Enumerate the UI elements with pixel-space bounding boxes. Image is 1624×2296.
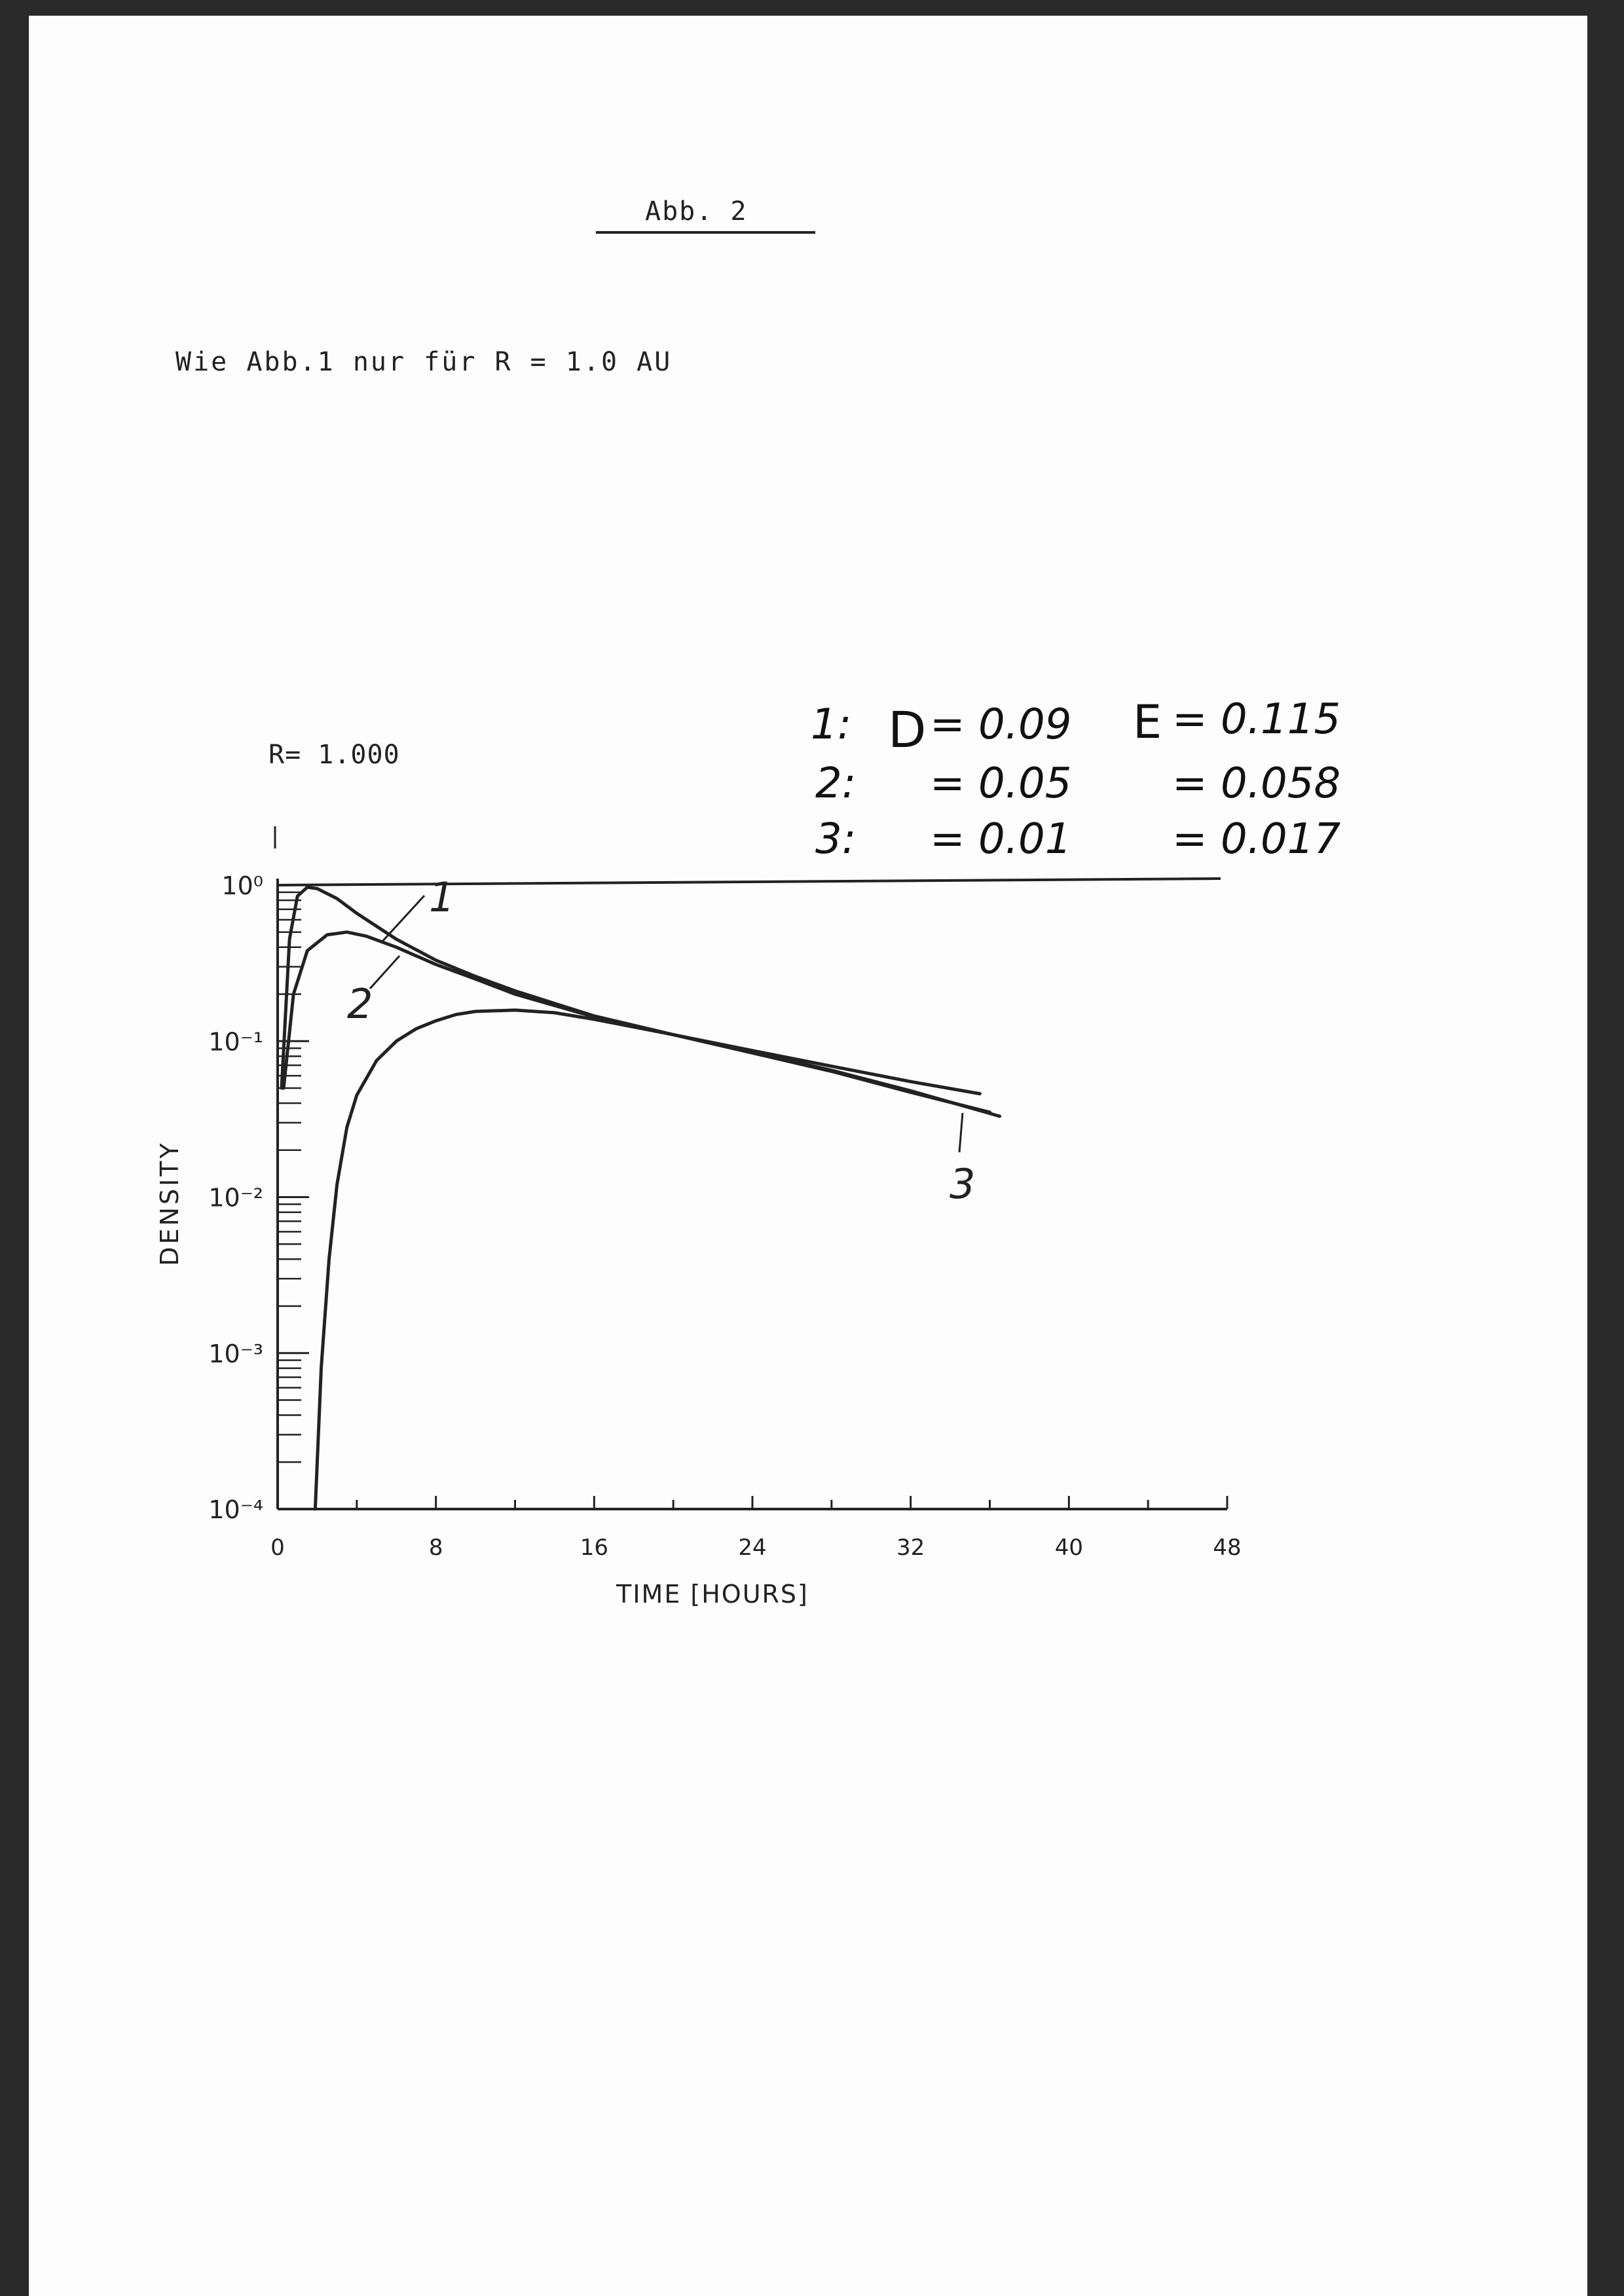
x-tick-label: 48 [1213,1535,1242,1561]
x-tick-label: 8 [428,1535,443,1561]
legend-row-1-e-value: = 0.115 [1172,695,1341,744]
y-tick-label: 10⁻⁴ [208,1495,263,1524]
curve-2-label: 2 [347,980,373,1028]
legend-row-2-number: 2: [815,759,857,808]
ticks-layer [278,885,1227,1509]
series-layer [282,887,1000,1509]
legend-row-3-number: 3: [815,815,857,864]
curve-1-leader [381,896,424,943]
x-tick-label: 32 [896,1535,925,1561]
curve-3-leader [959,1113,963,1152]
x-tick-label: 40 [1054,1535,1083,1561]
curve-1-label: 1 [429,873,455,921]
curve-3-label: 3 [950,1160,976,1208]
reference-line [278,879,1221,885]
legend-e-label: E [1133,695,1162,749]
series-3-line [315,1010,999,1509]
axes-layer [275,826,1227,1509]
y-tick-label: 10⁻² [208,1183,263,1212]
labels-layer [155,871,1242,1609]
legend-row-2-e-value: = 0.058 [1172,759,1341,808]
x-tick-label: 24 [738,1535,767,1561]
x-tick-label: 0 [270,1535,285,1561]
y-tick-label: 10⁻¹ [208,1027,263,1057]
y-tick-label: 10⁰ [221,871,263,900]
y-axis-title: DENSITY [155,1140,184,1266]
legend-row-3-d-value: = 0.01 [930,815,1072,864]
legend-row-1-d-value: = 0.09 [930,701,1072,749]
legend-row-2-d-value: = 0.05 [930,759,1072,808]
series-2-line [284,932,980,1094]
y-tick-label: 10⁻³ [208,1339,263,1368]
series-1-line [282,887,990,1112]
figure-title: Abb. 2 [645,196,748,227]
x-tick-label: 16 [580,1535,608,1561]
curve-2-leader [370,956,399,989]
legend-row-3-e-value: = 0.017 [1172,815,1341,864]
figure-caption: Wie Abb.1 nur für R = 1.0 AU [175,347,673,377]
x-axis-title: TIME [HOURS] [616,1580,809,1609]
legend-row-1-number: 1: [811,701,852,749]
parameter-label: R= 1.000 [268,740,400,770]
legend-d-label: D [888,701,927,759]
